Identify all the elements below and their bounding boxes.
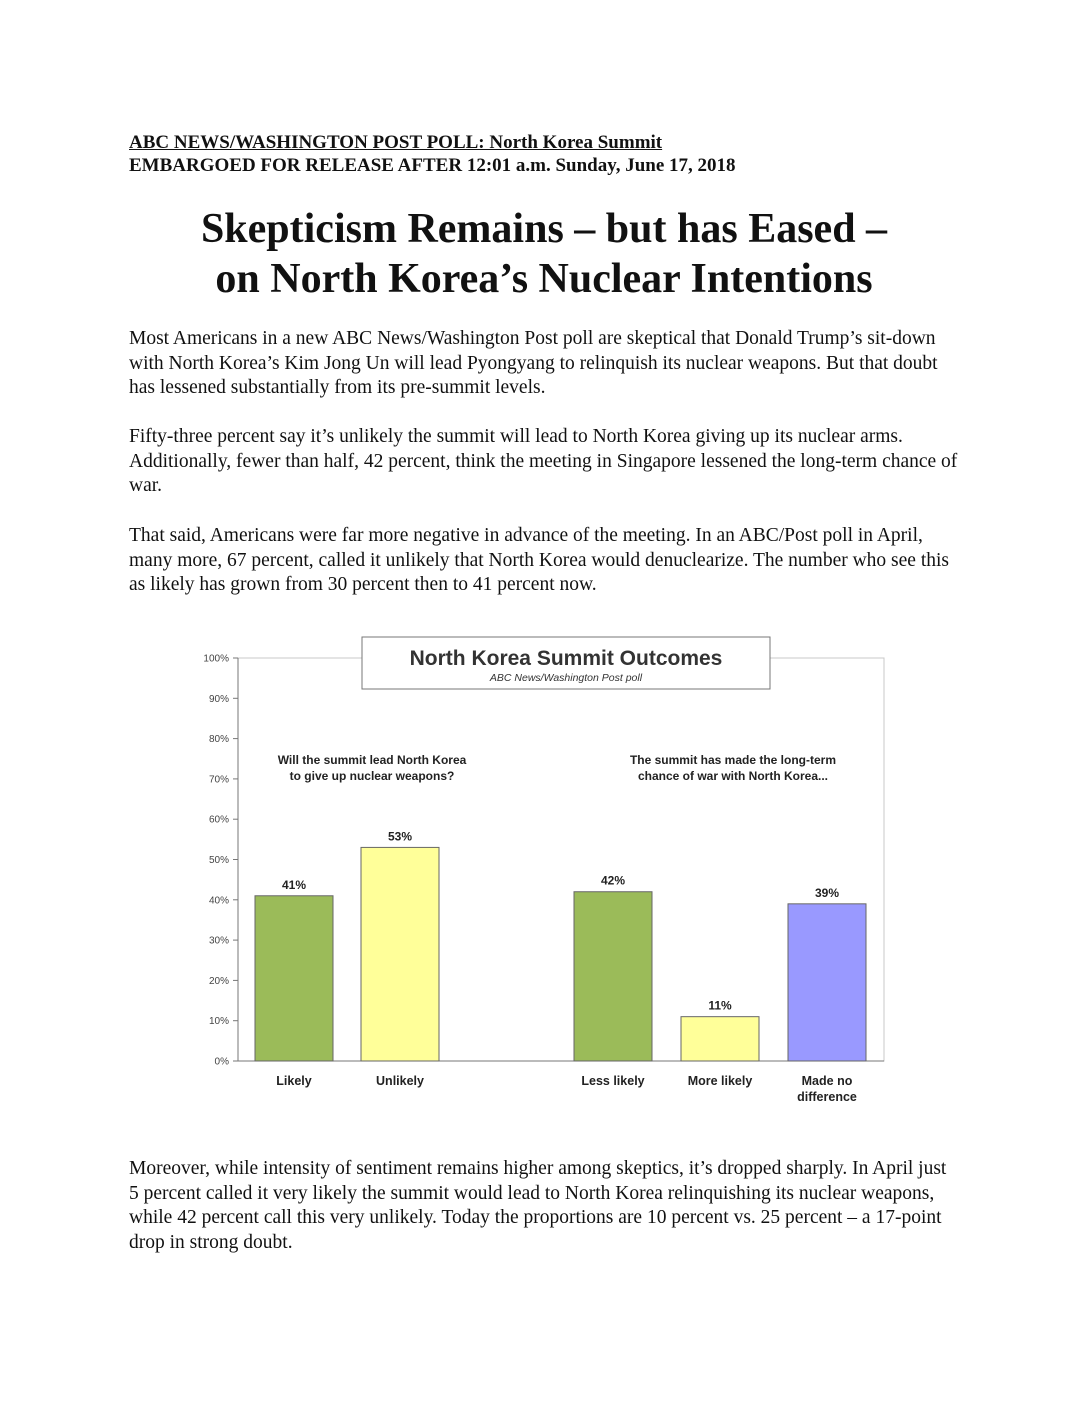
paragraph-3: That said, Americans were far more negative in advance of the meeting. In an ABC/Post poll in April, many more, 67 percent, called it unlikely that North Korea would denuclearize. The number who see this as likely has grown from 30 percent then to 41 percent now. xyxy=(129,525,949,595)
headline-line-2: on North Korea’s Nuclear Intentions xyxy=(215,256,873,302)
bar-value-label: 39% xyxy=(814,885,840,900)
category-label: Made no xyxy=(801,1074,853,1088)
chart-subtitle: ABC News/Washington Post poll xyxy=(489,672,643,684)
y-tick-label: 50% xyxy=(208,855,229,866)
question-label: The summit has made the long-term xyxy=(629,753,837,767)
bar-value-label: 42% xyxy=(600,873,626,888)
paragraph-2: Fifty-three percent say it’s unlikely the summit will lead to North Korea giving up its nuclear arms. Additionally, fewer than half, 42 percent, think the meeting in Singapore lessened the long-term chance of war. xyxy=(129,426,958,496)
category-label: Unlikely xyxy=(376,1074,424,1088)
y-tick-label: 0% xyxy=(214,1056,229,1068)
summit-outcomes-chart xyxy=(188,630,900,1110)
bar xyxy=(361,847,439,1061)
paragraph-1: Most Americans in a new ABC News/Washington Post poll are skeptical that Donald Trump’s sit-down with North Korea’s Kim Jong Un will lead Pyongyang to relinquish its nuclear weapons. But that doubt has lessened substantially from its pre-summit levels. xyxy=(129,328,938,398)
paragraph-4: Moreover, while intensity of sentiment remains higher among skeptics, it’s dropped sharply. In April just 5 percent called it very likely the summit would lead to North Korea relinquishing its nuclear weapons, while 42 percent call this very unlikely. Today the proportions are 10 percent vs. 25 percent – a 17-point drop in strong doubt. xyxy=(129,1158,947,1253)
y-tick-label: 30% xyxy=(208,935,229,947)
y-tick-label: 60% xyxy=(208,814,229,826)
category-label: Likely xyxy=(276,1074,312,1088)
category-label: More likely xyxy=(687,1074,753,1088)
bar-value-label: 41% xyxy=(281,877,307,892)
question-label: Will the summit lead North Korea xyxy=(277,753,467,767)
release-header xyxy=(129,131,736,177)
question-label: to give up nuclear weapons? xyxy=(289,769,455,783)
bar-value-label: 11% xyxy=(708,998,732,1013)
y-tick-label: 10% xyxy=(208,1016,229,1028)
y-tick-label: 100% xyxy=(203,653,229,665)
y-tick-label: 80% xyxy=(208,734,229,746)
bar xyxy=(681,1017,759,1061)
plot-area-frame xyxy=(238,658,884,1061)
y-tick-label: 90% xyxy=(208,693,229,705)
bar-value-label: 53% xyxy=(387,829,413,844)
poll-title-line: ABC NEWS/WASHINGTON POST POLL: North Korea Summit xyxy=(129,132,663,153)
bar xyxy=(788,904,866,1061)
y-tick-label: 70% xyxy=(208,774,229,786)
headline-line-1: Skepticism Remains – but has Eased – xyxy=(200,206,888,252)
y-tick-label: 40% xyxy=(208,895,229,907)
bar xyxy=(255,896,333,1061)
chart-title: North Korea Summit Outcomes xyxy=(409,647,723,670)
headline xyxy=(60,204,1028,304)
category-label: difference xyxy=(797,1090,857,1104)
question-label: chance of war with North Korea... xyxy=(637,769,829,783)
embargo-line: EMBARGOED FOR RELEASE AFTER 12:01 a.m. Sunday, June 17, 2018 xyxy=(129,155,736,176)
y-tick-label: 20% xyxy=(208,975,229,987)
category-label: Less likely xyxy=(581,1074,645,1088)
bar xyxy=(574,892,652,1061)
